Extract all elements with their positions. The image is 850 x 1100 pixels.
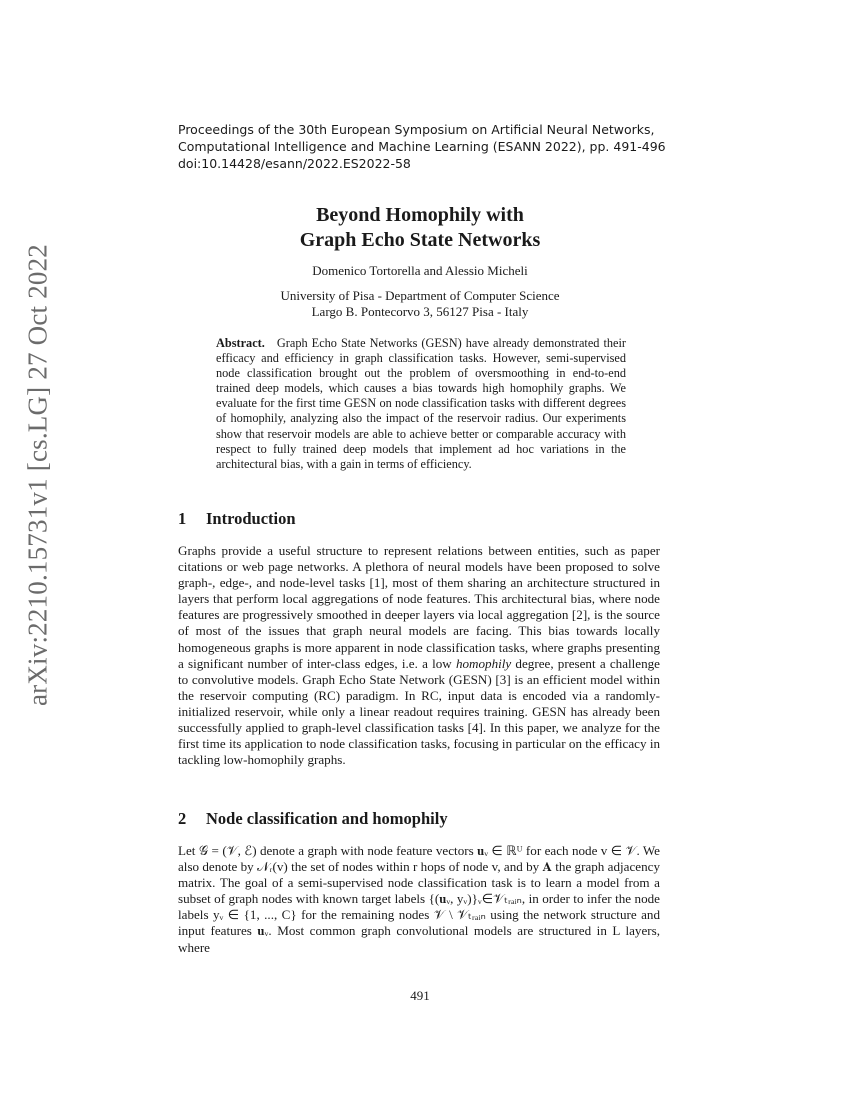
section-1-text-a: Graphs provide a useful structure to represent relations between entities, such as paper citations or web page networks. A plethora of neural models have been proposed to solve graph-, edge-, and node-level tasks [1], most of them sharing an architecture structured in layers that perform local aggregations of node features. This architectural bias, where node features are progressively smoothed in deeper layers via local aggregation [2], is the source of most of the issues that graph neural models are facing. This bias towards locally homogeneous graphs is more apparent in node classification tasks, where graphs presenting a significant number of inter-class edges, i.e. a low [178,543,660,671]
section-2-heading [178,809,448,829]
abstract-text: Graph Echo State Networks (GESN) have already demonstrated their efficacy and efficiency in graph classification tasks. However, semi-supervised node classification brought out the problem of oversmoothing in end-to-end trained deep models, which causes a bias towards high homophily graphs. We evaluate for the first time GESN on node classification tasks with different degrees of homophily, analyzing also the impact of the reservoir radius. Our experiments show that reservoir models are able to achieve better or comparable accuracy with respect to fully trained deep models that implement ad hoc variations in the architectural bias, with a gain in terms of efficiency. [216,336,626,471]
title-line-1: Beyond Homophily with [316,204,524,226]
page-number: 491 [410,988,430,1003]
section-1-text-b: degree, present a challenge to convolutive models. Graph Echo State Network (GESN) [3] is an efficient model within the reservoir computing (RC) paradigm. In RC, input data is encoded via a randomly-initialized reservoir, while only a linear readout requires training. GESN has already been successfully applied to graph-level classification tasks [4]. In this paper, we analyze for the first time its application to node classification tasks, focusing in particular on the efficacy in tackling low-homophily graphs. [178,655,660,768]
arxiv-sidebar-stamp [18,243,58,707]
paper-title [178,203,662,253]
section-1-paragraph [178,543,660,768]
abstract-label: Abstract [216,336,262,350]
proceedings-doi: doi:10.14428/esann/2022.ES2022-58 [178,156,411,171]
section-1-heading [178,509,296,529]
affiliation-line-1: University of Pisa - Department of Computer Science [280,288,560,303]
section-2-number: 2 [178,809,187,828]
affiliation [178,288,662,320]
section-2-paragraph: Let 𝒢 = (𝒱, ℰ) denote a graph with node feature vectors 𝐮ᵥ ∈ ℝᵁ for each node v ∈ 𝒱. We also denote by 𝒩ᵣ(v) the set of nodes within r hops of node v, and by 𝐀 the graph adjacency matrix. The goal of a semi-supervised node classification task is to learn a model from a subset of graph nodes with known target labels {(𝐮ᵥ, yᵥ)}ᵥ∈𝒱ₜᵣₐᵢₙ, in order to infer the node labels yᵥ ∈ {1, ..., C} for the remaining nodes 𝒱 \ 𝒱ₜᵣₐᵢₙ using the network structure and input features 𝐮ᵥ. Most common graph convolutional models are structured in L layers, where [178,843,660,955]
proceedings-line-1: Proceedings of the 30th European Symposium on Artificial Neural Networks, [178,122,655,137]
section-1-title: Introduction [206,509,296,528]
proceedings-line-2: Computational Intelligence and Machine Learning (ESANN 2022), pp. 491-496 [178,139,666,154]
section-2-title: Node classification and homophily [206,809,448,828]
section-1-emphasis: homophily [455,655,512,671]
abstract: Abstract. Graph Echo State Networks (GESN) have already demonstrated their efficacy and efficiency in graph classification tasks. However, semi-supervised node classification brought out the problem of oversmoothing in end-to-end trained deep models, which causes a bias towards high homophily graphs. We evaluate for the first time GESN on node classification tasks with different degrees of homophily, analyzing also the impact of the reservoir radius. Our experiments show that reservoir models are able to achieve better or comparable accuracy with respect to fully trained deep models that implement ad hoc variations in the architectural bias, with a gain in terms of efficiency. [216,336,626,471]
section-1-number: 1 [178,509,187,528]
title-line-2: Graph Echo State Networks [299,229,541,251]
authors: Domenico Tortorella and Alessio Micheli [312,263,528,278]
proceedings-header [178,121,668,172]
arxiv-identifier: arXiv:2210.15731v1 [cs.LG] 27 Oct 2022 [22,243,53,707]
affiliation-line-2: Largo B. Pontecorvo 3, 56127 Pisa - Italy [311,304,529,319]
